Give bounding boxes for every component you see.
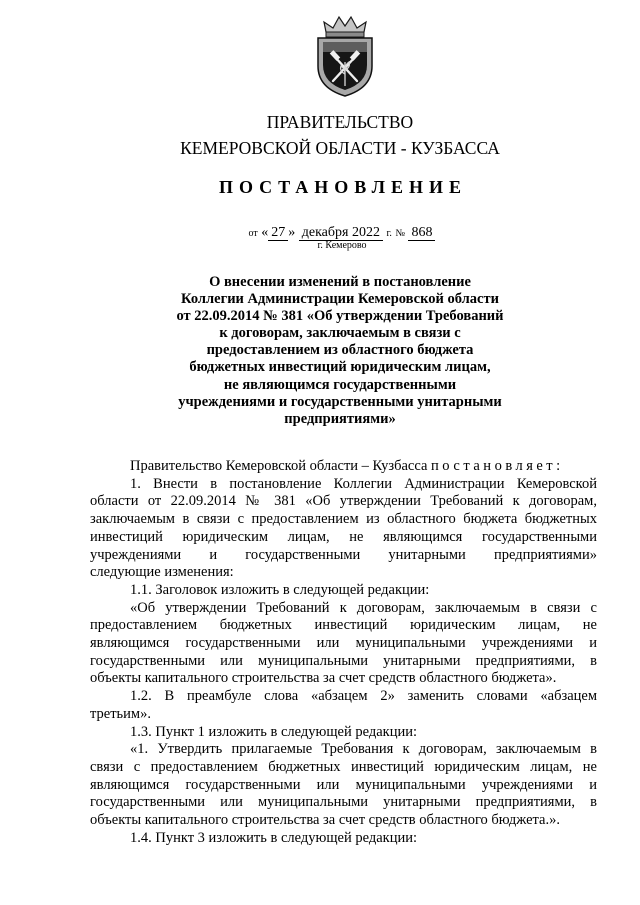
organization-header — [90, 109, 590, 161]
clause-1-line: учреждениями и государственными унитарными предприятиями» — [90, 546, 597, 563]
title-line: от 22.09.2014 № 381 «Об утверждении Требований — [176, 308, 504, 325]
preamble — [90, 458, 597, 476]
clause-1-3-line: 1.3. Пункт 1 изложить в следующей редакции: — [130, 723, 418, 740]
date-month-year: декабря 2022 — [299, 225, 383, 241]
paragraph-clause-1-4 — [90, 830, 597, 848]
clause-1-line: 1. Внести в постановление Коллегии Администрации Кемеровской — [130, 475, 597, 492]
new-heading-line: объекты капитального строительства за счет средств областного бюджета». — [90, 670, 557, 687]
title-line: Коллегии Администрации Кемеровской области — [181, 291, 499, 308]
date-from-label: от — [248, 228, 258, 239]
preamble-verb: постановляет: — [431, 458, 564, 474]
new-item-1-line: объекты капитального строительства за счет средств областного бюджета.». — [90, 812, 560, 829]
preamble-text: Правительство Кемеровской области – Кузбасса — [130, 458, 428, 474]
paragraph-new-heading — [90, 600, 597, 689]
date-day: 27 — [268, 225, 288, 241]
title-line: бюджетных инвестиций юридическим лицам, — [189, 359, 491, 376]
paragraph-clause-1-1 — [90, 582, 597, 600]
title-line: учреждениями и государственными унитарными — [178, 393, 502, 410]
document-type: ПОСТАНОВЛЕНИЕ — [218, 177, 468, 197]
clause-1-line: области от 22.09.2014 № 381 «Об утверждении Требований к договорам, — [90, 493, 597, 510]
paragraph-clause-1-2 — [90, 688, 597, 723]
document-title — [90, 274, 590, 428]
clause-1-line: заключаемым в связи с предоставлением из областного бюджета бюджетных — [90, 511, 597, 528]
emblem-crown-band — [326, 32, 364, 37]
emblem-shield-chief — [323, 42, 367, 52]
document-body — [90, 458, 597, 847]
city-label: г. Кемерово — [317, 240, 367, 251]
paragraph-new-item-1 — [90, 741, 597, 830]
quote-open: « — [261, 225, 269, 240]
new-heading-line: являющимся государственными или муниципальными учреждениями и — [90, 635, 597, 652]
clause-1-line: следующие изменения: — [90, 564, 234, 581]
org-name-line-2: КЕМЕРОВСКОЙ ОБЛАСТИ - КУЗБАССА — [180, 138, 500, 158]
clause-1-2-line: третьим». — [90, 705, 151, 722]
new-item-1-line: являющимся государственными или муниципальными учреждениями и — [90, 776, 597, 793]
number-label: № — [395, 228, 405, 239]
new-item-1-line: «1. Утвердить прилагаемые Требования к договорам, заключаемым в — [130, 741, 597, 758]
title-line: предприятиями» — [284, 410, 396, 427]
title-line: не являющимся государственными — [223, 376, 457, 393]
new-heading-line: предоставлением бюджетных инвестиций юридическим лицам, не — [90, 617, 597, 634]
new-item-1-line: государственными или муниципальными унитарными предприятиями, в — [90, 794, 597, 811]
clause-1-4-line: 1.4. Пункт 3 изложить в следующей редакции: — [130, 829, 418, 846]
date-year-suffix: г. — [386, 228, 392, 239]
title-line: к договорам, заключаемым в связи с — [219, 325, 461, 342]
clause-1-1-line: 1.1. Заголовок изложить в следующей редакции: — [130, 581, 430, 598]
org-name-line-1: ПРАВИТЕЛЬСТВО — [266, 112, 414, 132]
title-line: предоставлением из областного бюджета — [206, 342, 474, 359]
new-heading-line: государственными или муниципальными унитарными предприятиями, в — [90, 652, 597, 669]
coat-of-arms-icon — [312, 14, 378, 98]
quote-close: » — [288, 225, 296, 240]
clause-1-line: инвестиций юридическим лицам, не являющимся государственными — [90, 528, 597, 545]
document-number: 868 — [408, 225, 435, 241]
paragraph-clause-1 — [90, 476, 597, 582]
coat-of-arms-svg — [312, 14, 378, 98]
title-line: О внесении изменений в постановление — [209, 274, 471, 290]
new-heading-line: «Об утверждении Требований к договорам, заключаемым в связи с — [130, 599, 597, 616]
new-item-1-line: связи с предоставлением бюджетных инвестиций юридическим лицам, не — [90, 758, 597, 775]
clause-1-2-line: 1.2. В преамбуле слова «абзацем 2» заменить словами «абзацем — [130, 688, 597, 705]
paragraph-clause-1-3 — [90, 724, 597, 742]
